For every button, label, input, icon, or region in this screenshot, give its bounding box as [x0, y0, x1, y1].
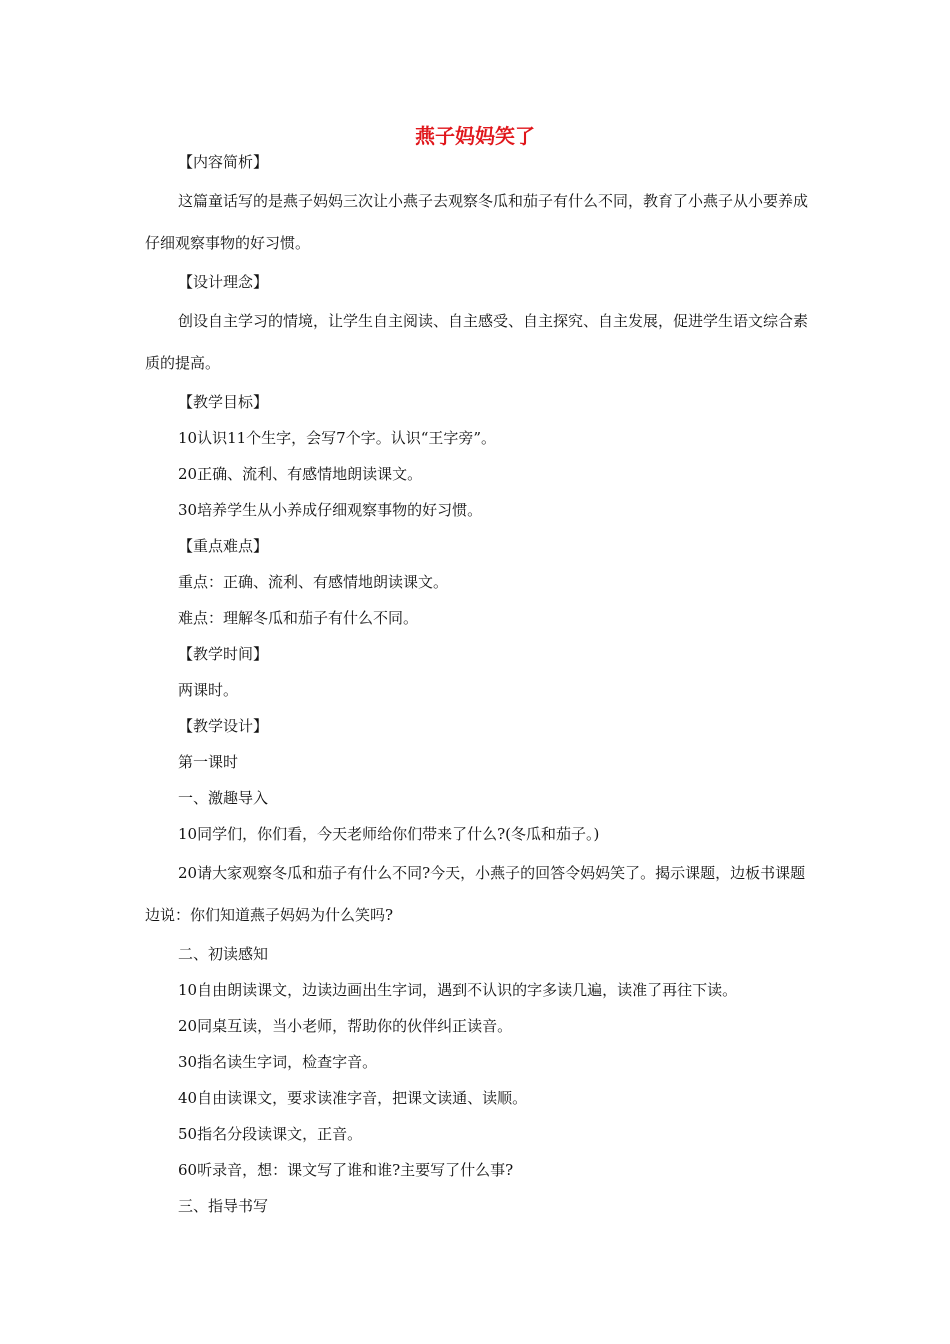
step-heading-3: 三、指导书写	[178, 1197, 269, 1215]
paragraph-content-summary: 这篇童话写的是燕子妈妈三次让小燕子去观察冬瓜和茄子有什么不同，教育了小燕子从小要养成仔细观察事物的好习惯。	[145, 192, 809, 252]
section-heading-content-summary: 【内容简析】	[178, 153, 269, 171]
step-item-2-4: 40自由读课文，要求读准字音，把课文读通、读顺。	[178, 1089, 528, 1107]
goal-item-2: 20正确、流利、有感情地朗读课文。	[178, 465, 423, 483]
section-heading-key-points: 【重点难点】	[178, 537, 269, 555]
goal-item-3: 30培养学生从小养成仔细观察事物的好习惯。	[178, 501, 483, 519]
step-heading-1: 一、激趣导入	[178, 789, 269, 807]
section-heading-teaching-goals: 【教学目标】	[178, 393, 269, 411]
step-item-2-1: 10自由朗读课文，边读边画出生字词，遇到不认识的字多读几遍，读准了再往下读。	[178, 981, 738, 999]
section-heading-teaching-design: 【教学设计】	[178, 717, 269, 735]
step-heading-2: 二、初读感知	[178, 945, 269, 963]
step-item-2-3: 30指名读生字词，检查字音。	[178, 1053, 378, 1071]
key-point-difficulty: 难点：理解冬瓜和茄子有什么不同。	[178, 609, 419, 627]
step-item-2-5: 50指名分段读课文，正音。	[178, 1125, 363, 1143]
document-title: 燕子妈妈笑了	[415, 124, 535, 148]
goal-item-1: 10认识11个生字，会写7个字。认识“王字旁”。	[178, 429, 497, 447]
document-body	[145, 144, 810, 1224]
section-heading-teaching-time: 【教学时间】	[178, 645, 269, 663]
key-point-focus: 重点：正确、流利、有感情地朗读课文。	[178, 573, 449, 591]
step-item-2-6: 60听录音，想：课文写了谁和谁?主要写了什么事?	[178, 1161, 514, 1179]
section-heading-design-concept: 【设计理念】	[178, 273, 269, 291]
lesson-label: 第一课时	[178, 753, 239, 771]
teaching-time-value: 两课时。	[178, 681, 239, 699]
step-item-2-2: 20同桌互读，当小老师，帮助你的伙伴纠正读音。	[178, 1017, 513, 1035]
step-item-1-1: 10同学们，你们看，今天老师给你们带来了什么?(冬瓜和茄子。)	[178, 825, 600, 843]
paragraph-design-concept: 创设自主学习的情境，让学生自主阅读、自主感受、自主探究、自主发展，促进学生语文综合素质的提高。	[145, 312, 809, 372]
step-item-1-2: 20请大家观察冬瓜和茄子有什么不同?今天，小燕子的回答令妈妈笑了。揭示课题，边板书课题边说：你们知道燕子妈妈为什么笑吗?	[145, 864, 806, 924]
